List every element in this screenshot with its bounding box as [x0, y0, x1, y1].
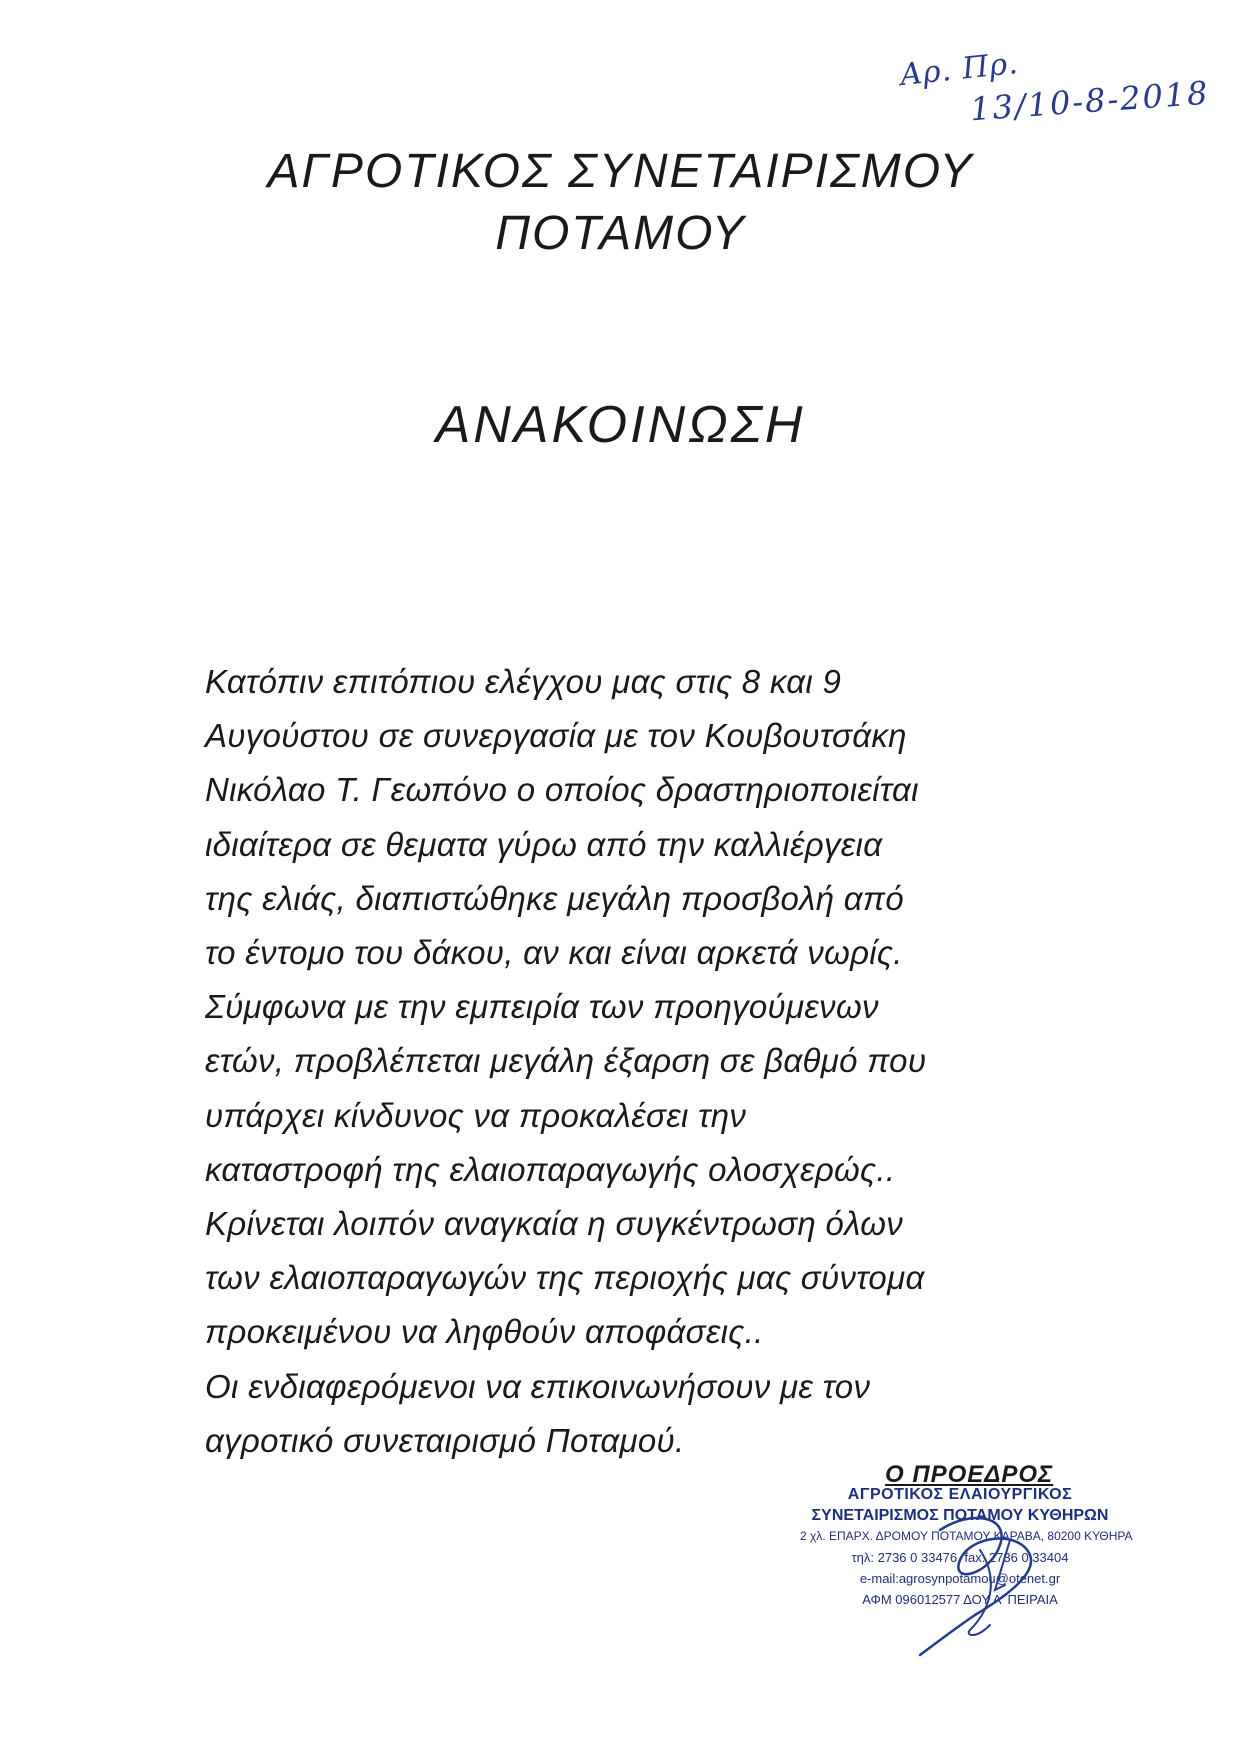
handwritten-protocol-note	[898, 42, 1220, 129]
stamp-line: ΑΦΜ 096012577 ΔΟΥ Α' ΠΕΙΡΑΙΑ	[862, 1592, 1058, 1607]
organization-name-line1: ΑΓΡΟΤΙΚΟΣ ΣΥΝΕΤΑΙΡΙΣΜΟΥ	[267, 145, 974, 198]
stamp-line: ΣΥΝΕΤΑΙΡΙΣΜΟΣ ΠΟΤΑΜΟΥ ΚΥΘΗΡΩΝ	[811, 1507, 1109, 1524]
body-line: Αυγούστου σε συνεργασία με τον Κουβουτσάκη	[205, 717, 907, 755]
body-line: Νικόλαο Τ. Γεωπόνο ο οποίος δραστηριοποιείται	[205, 771, 919, 809]
stamp-line: 2 χλ. ΕΠΑΡΧ. ΔΡΟΜΟΥ ΠΟΤΑΜΟΥ ΚΑΡΑΒΑ, 80200 ΚΥΘΗΡΑ	[800, 1529, 1133, 1543]
body-line: των ελαιοπαραγωγών της περιοχής μας σύντομα	[205, 1259, 925, 1297]
body-line: Σύμφωνα με την εμπειρία των προηγούμενων	[205, 988, 879, 1026]
handwritten-signature	[880, 1490, 1080, 1660]
body-line: Κατόπιν επιτόπιου ελέγχου μας στις 8 και 9	[205, 663, 842, 700]
stamp-line: τηλ: 2736 0 33476, fax: 2736 0 33404	[851, 1550, 1069, 1565]
organization-name-line2: ΠΟΤΑΜΟΥ	[495, 207, 746, 260]
protocol-date: 13/10-8-2018	[968, 73, 1211, 129]
body-line: προκειμένου να ληφθούν αποφάσεις..	[205, 1313, 764, 1351]
body-line: το έντομο του δάκου, αν και είναι αρκετά νωρίς.	[205, 934, 903, 972]
stamp-line: ΑΓΡΟΤΙΚΟΣ ΕΛΑΙΟΥΡΓΙΚΟΣ	[847, 1486, 1073, 1503]
announcement-body	[205, 655, 1085, 1468]
body-line: της ελιάς, διαπιστώθηκε μεγάλη προσβολή από	[205, 879, 904, 917]
body-line: Κρίνεται λοιπόν αναγκαία η συγκέντρωση όλων	[205, 1205, 904, 1243]
signatory-title: Ο ΠΡΟΕΔΡΟΣ	[885, 1461, 1054, 1488]
body-line: καταστροφή της ελαιοπαραγωγής ολοσχερώς..	[205, 1150, 896, 1188]
protocol-reference: Αρ. Πρ.	[898, 45, 1021, 94]
body-line: υπάρχει κίνδυνος να προκαλέσει την	[205, 1096, 747, 1134]
announcement-title: ΑΝΑΚΟΙΝΩΣΗ	[435, 396, 806, 454]
body-line: Οι ενδιαφερόμενοι να επικοινωνήσουν με τον	[205, 1367, 871, 1405]
stamp-line: e-mail:agrosynpotamou@otenet.gr	[859, 1571, 1061, 1586]
body-line: αγροτικό συνεταιρισμό Ποταμού.	[205, 1421, 685, 1459]
body-line: ιδιαίτερα σε θεματα γύρω από την καλλιέργεια	[205, 825, 883, 863]
body-line: ετών, προβλέπεται μεγάλη έξαρση σε βαθμό που	[205, 1042, 927, 1080]
